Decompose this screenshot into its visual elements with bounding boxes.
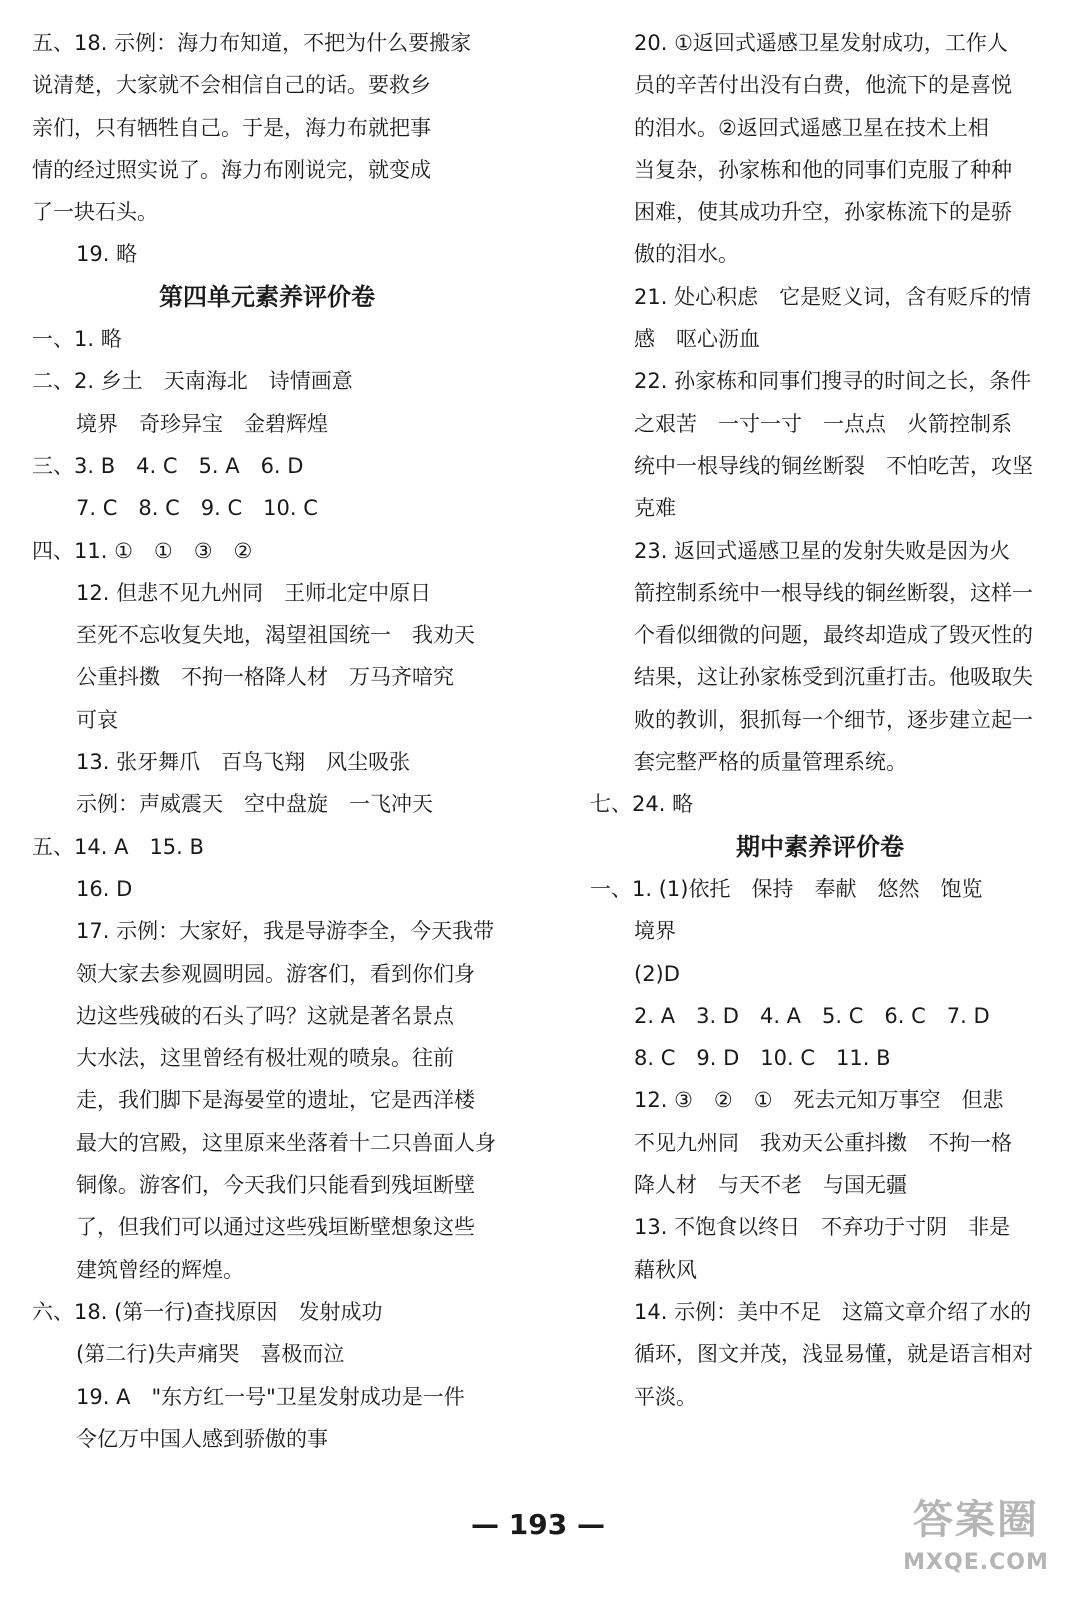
answer-line: (第二行)失声痛哭 喜极而泣 — [76, 1342, 345, 1367]
answer-line: 19. A "东方红一号"卫星发射成功是一件 — [76, 1384, 465, 1409]
answer-line: 困难，使其成功升空，孙家栋流下的是骄 — [634, 200, 1012, 225]
section-heading: 期中素养评价卷 — [736, 832, 904, 861]
answer-line: 建筑曾经的辉煌。 — [76, 1257, 244, 1282]
answer-line: 边这些残破的石头了吗？这就是著名景点 — [76, 1003, 454, 1028]
answer-line: 之艰苦 一寸一寸 一点点 火箭控制系 — [634, 411, 1012, 436]
section-heading: 第四单元素养评价卷 — [159, 282, 375, 311]
answer-line: 情的经过照实说了。海力布刚说完，就变成 — [32, 157, 431, 182]
answer-line: 二、2. 乡土 天南海北 诗情画意 — [32, 369, 353, 394]
answer-line: 六、18. (第一行)查找原因 发射成功 — [32, 1299, 383, 1324]
answer-line: 19. 略 — [76, 242, 138, 267]
right-column — [590, 22, 1050, 1418]
answer-line: 了，但我们可以通过这些残垣断壁想象这些 — [76, 1215, 475, 1240]
answer-line: 领大家去参观圆明园。游客们，看到你们身 — [76, 961, 475, 986]
answer-line: 亲们，只有牺牲自己。于是，海力布就把事 — [32, 115, 431, 140]
answer-line: 最大的宫殿，这里原来坐落着十二只兽面人身 — [76, 1130, 496, 1155]
answer-line: 走，我们脚下是海晏堂的遗址，它是西洋楼 — [76, 1088, 475, 1113]
answer-line: 套完整严格的质量管理系统。 — [634, 750, 907, 775]
page-number: — 193 — — [471, 1508, 605, 1541]
answer-line: 傲的泪水。 — [634, 242, 739, 267]
answer-line: 箭控制系统中一根导线的铜丝断裂，这样一 — [634, 580, 1033, 605]
answer-line: 境界 奇珍异宝 金碧辉煌 — [76, 411, 328, 436]
answer-line: 感 呕心沥血 — [634, 327, 760, 352]
answer-line: (2)D — [634, 961, 680, 986]
answer-line: 17. 示例：大家好，我是导游李全，今天我带 — [76, 919, 495, 944]
answer-line: 五、14. A 15. B — [32, 834, 204, 859]
answer-line: 的泪水。②返回式遥感卫星在技术上相 — [634, 115, 989, 140]
answer-line: 藉秋风 — [634, 1257, 697, 1282]
watermark-logo — [886, 1492, 1066, 1592]
answer-line: 境界 — [634, 919, 676, 944]
watermark-text: 答案圈 — [913, 1497, 1039, 1543]
answer-line: 不见九州同 我劝天公重抖擞 不拘一格 — [634, 1130, 1012, 1155]
watermark-url: MXQE.COM — [903, 1550, 1049, 1575]
answer-line: 当复杂，孙家栋和他的同事们克服了种种 — [634, 157, 1012, 182]
answer-line: 12. 但悲不见九州同 王师北定中原日 — [76, 580, 432, 605]
answer-line: 三、3. B 4. C 5. A 6. D — [32, 453, 304, 478]
answer-line: 14. 示例：美中不足 这篇文章介绍了水的 — [634, 1299, 1032, 1324]
answer-line: 16. D — [76, 876, 133, 901]
answer-line: 统中一根导线的铜丝断裂 不怕吃苦，攻坚 — [634, 453, 1033, 478]
answer-line: 说清楚，大家就不会相信自己的话。要救乡 — [32, 73, 431, 98]
answer-line: 四、11. ① ① ③ ② — [32, 538, 253, 563]
answer-line: 12. ③ ② ① 死去元知万事空 但悲 — [634, 1088, 1004, 1113]
answer-line: 五、18. 示例：海力布知道，不把为什么要搬家 — [32, 31, 472, 55]
answer-line: 20. ①返回式遥感卫星发射成功，工作人 — [634, 31, 1008, 55]
answer-line: 21. 处心积虑 它是贬义词，含有贬斥的情 — [634, 284, 1032, 309]
answer-line: 平淡。 — [634, 1384, 697, 1409]
answer-line: 了一块石头。 — [32, 200, 158, 225]
answer-line: 23. 返回式遥感卫星的发射失败是因为火 — [634, 538, 1011, 563]
answer-line: 败的教训，狠抓每一个细节，逐步建立起一 — [634, 707, 1033, 732]
answer-line: 可哀 — [76, 707, 118, 732]
answer-line: 7. C 8. C 9. C 10. C — [76, 496, 318, 521]
answer-line: 13. 不饱食以终日 不弃功于寸阴 非是 — [634, 1215, 1011, 1240]
answer-line: 2. A 3. D 4. A 5. C 6. C 7. D — [634, 1003, 990, 1028]
answer-line: 铜像。游客们，今天我们只能看到残垣断壁 — [76, 1173, 475, 1198]
answer-line: 循环，图文并茂，浅显易懂，就是语言相对 — [634, 1342, 1033, 1367]
answer-line: 结果，这让孙家栋受到沉重打击。他吸取失 — [634, 665, 1033, 690]
answer-line: 个看似细微的问题，最终却造成了毁灭性的 — [634, 623, 1033, 648]
answer-line: 22. 孙家栋和同事们搜寻的时间之长，条件 — [634, 369, 1032, 394]
answer-line: 8. C 9. D 10. C 11. B — [634, 1046, 891, 1071]
answer-line: 克难 — [634, 496, 676, 521]
answer-line: 至死不忘收复失地，渴望祖国统一 我劝天 — [76, 623, 475, 648]
answer-line: 大水法，这里曾经有极壮观的喷泉。往前 — [76, 1046, 454, 1071]
answer-line: 令亿万中国人感到骄傲的事 — [76, 1426, 328, 1451]
answer-line: 13. 张牙舞爪 百鸟飞翔 风尘吸张 — [76, 750, 411, 775]
answer-line: 示例：声威震天 空中盘旋 一飞冲天 — [76, 792, 433, 817]
answer-line: 一、1. 略 — [32, 327, 122, 352]
answer-line: 降人材 与天不老 与国无疆 — [634, 1173, 907, 1198]
answer-line: 一、1. (1)依托 保持 奉献 悠然 饱览 — [590, 876, 983, 901]
answer-line: 七、24. 略 — [590, 792, 694, 817]
answer-line: 公重抖擞 不拘一格降人材 万马齐喑究 — [76, 665, 454, 690]
left-column — [32, 22, 502, 1460]
answer-line: 员的辛苦付出没有白费，他流下的是喜悦 — [634, 73, 1012, 98]
